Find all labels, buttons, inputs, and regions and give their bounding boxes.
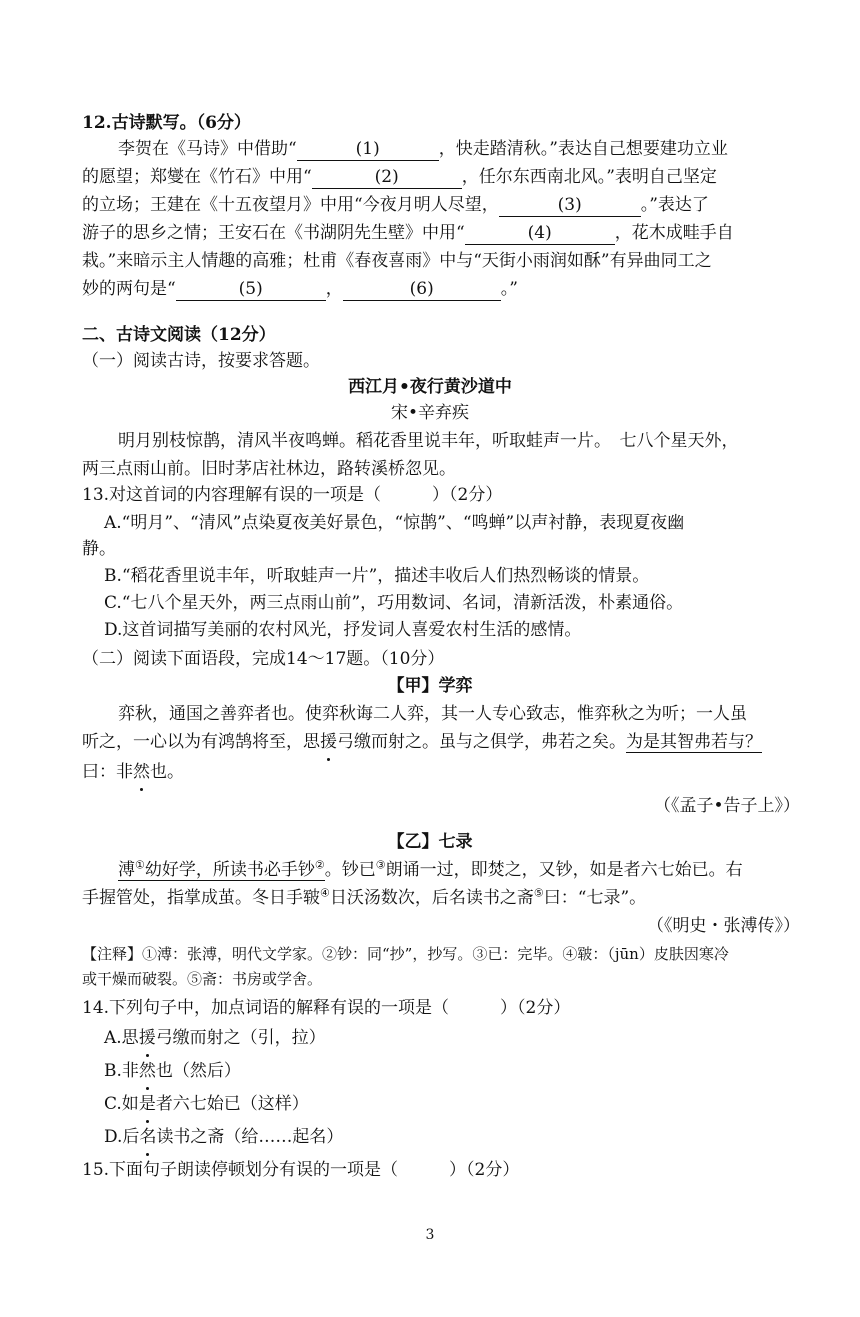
question-12-line-1: [118, 136, 728, 162]
text: 弓缴而射之（引，拉）: [155, 1028, 326, 1048]
footnote-mark: ⑤: [533, 886, 544, 900]
option-14-a[interactable]: [104, 1025, 326, 1051]
dotted-word: 然: [133, 759, 150, 785]
text: 也（然后）: [155, 1061, 241, 1081]
poem-line-1: 明月别枝惊鹊，清风半夜鸣蝉。稻花香里说丰年，听取蛙声一片。 七八个星天外，: [118, 431, 739, 451]
text-jia-title: 【甲】学弈: [387, 676, 473, 696]
text: 读书之斋（给……起名）: [156, 1127, 344, 1147]
text-jia-line-2: [82, 729, 762, 755]
blank-4[interactable]: (4): [465, 222, 615, 245]
option-13-b[interactable]: B.“稻花香里说丰年，听取蛙声一片”，描述丰收后人们热烈畅谈的情景。: [104, 566, 650, 586]
question-14-stem: 14.下列句子中，加点词语的解释有误的一项是（ ）（2分）: [82, 998, 571, 1018]
option-13-a-cont: 静。: [82, 539, 116, 559]
footnote-mark: ①: [135, 858, 145, 872]
text: D.后: [104, 1127, 140, 1147]
footnote-mark: ④: [320, 886, 330, 900]
text: 听之，一心以为有鸿鹄将至，思: [82, 732, 320, 752]
poem-title: 西江月•夜行黄沙道中: [348, 377, 512, 397]
text: 李贺在《马诗》中借助“: [118, 139, 297, 159]
text: ，快走踏清秋。”表达自己想要建功立业: [438, 139, 728, 159]
text-yi-line-1: [118, 857, 743, 883]
blank-2[interactable]: (2): [312, 166, 462, 189]
option-13-a[interactable]: A.“明月”、“清风”点染夏夜美好景色，“惊鹊”、“鸣蝉”以声衬静，表现夏夜幽: [104, 513, 685, 533]
underlined-sentence: 为是其智弗若与？: [626, 732, 762, 752]
question-15-stem: 15.下面句子朗读停顿划分有误的一项是（ ）（2分）: [82, 1160, 520, 1180]
text: 者六七始已（这样）: [155, 1094, 309, 1114]
question-12-line-5: 栽。”来暗示主人情趣的高雅；杜甫《春夜喜雨》中与“天街小雨润如酥”有异曲同工之: [82, 251, 712, 271]
question-12-line-6: [82, 276, 518, 302]
text: 朗诵一过，即焚之，又钞，如是者六七始已。右: [385, 860, 743, 880]
text: 。”: [500, 279, 518, 299]
poem-line-2: 两三点雨山前。旧时茅店社林边，路转溪桥忽见。: [82, 459, 456, 479]
text: 日沃汤数次，后名读书之斋: [329, 888, 534, 908]
text: A.思: [104, 1028, 139, 1048]
text: ，: [325, 279, 343, 299]
section-2-part-1-heading: （一）阅读古诗，按要求答题。: [82, 351, 320, 371]
dotted-word: 援: [139, 1025, 156, 1051]
question-13-stem: 13.对这首词的内容理解有误的一项是（ ）（2分）: [82, 485, 503, 505]
option-14-b[interactable]: [104, 1058, 241, 1084]
footnote-mark: ②: [314, 858, 325, 872]
footnote-mark: ③: [375, 858, 386, 872]
dotted-word: 援: [320, 729, 337, 755]
text-jia-line-1: 弈秋，通国之善弈者也。使弈秋诲二人弈，其一人专心致志，惟弈秋之为听；一人虽: [118, 704, 747, 724]
text: 曰：非: [82, 762, 133, 782]
text: 的立场；王建在《十五夜望月》中用“今夜月明人尽望，: [82, 195, 499, 215]
poem-author: 宋•辛弃疾: [390, 403, 470, 423]
question-12-line-3: [82, 192, 709, 218]
text-jia-source: （《孟子•告子上》）: [653, 796, 800, 816]
text: 。钞已: [324, 860, 376, 880]
underlined-sentence: [118, 860, 325, 881]
dotted-word: 然: [139, 1058, 156, 1084]
text: 也。: [150, 762, 184, 782]
text: 弓缴而射之。虽与之俱学，弗若之矣。: [337, 732, 626, 752]
text: B.非: [104, 1061, 139, 1081]
section-2-heading: 二、古诗文阅读（12分）: [82, 325, 276, 345]
option-14-d[interactable]: [104, 1124, 343, 1150]
text: ，任尔东西南北风。”表明自己坚定: [461, 167, 717, 187]
text: 。”表达了: [640, 195, 709, 215]
option-14-c[interactable]: [104, 1091, 309, 1117]
text: 溥: [118, 860, 135, 880]
text-yi-line-2: [82, 885, 646, 911]
blank-6[interactable]: (6): [343, 278, 501, 301]
dotted-word: 名: [139, 1124, 156, 1150]
annotation-line-2: 或干燥而破裂。⑤斋：书房或学舍。: [82, 970, 323, 988]
text: 曰：“七录”。: [543, 888, 647, 908]
question-12-heading: 12.古诗默写。（6分）: [82, 113, 251, 133]
text-yi-title: 【乙】七录: [387, 832, 473, 852]
text: 的愿望；郑燮在《竹石》中用“: [82, 167, 312, 187]
question-12-line-2: [82, 164, 717, 190]
text-yi-source: （《明史・张溥传》）: [647, 916, 800, 936]
section-2-part-2-heading: （二）阅读下面语段，完成14～17题。（10分）: [82, 649, 445, 669]
page-number: 3: [425, 1227, 435, 1243]
text: C.如: [104, 1094, 139, 1114]
option-13-c[interactable]: C.“七八个星天外，两三点雨山前”，巧用数词、名词，清新活泼，朴素通俗。: [104, 593, 684, 613]
text: 手握管处，指掌成茧。冬日手皲: [82, 888, 320, 908]
text-jia-line-3: [82, 759, 184, 785]
question-12-line-4: [82, 220, 734, 246]
blank-5[interactable]: (5): [176, 278, 326, 301]
annotation-line-1: 【注释】①溥：张溥，明代文学家。②钞：同“抄”，抄写。③已：完毕。④皲：（jūn）皮肤因寒冷: [82, 945, 729, 963]
option-13-d[interactable]: D.这首词描写美丽的农村风光，抒发词人喜爱农村生活的感情。: [104, 620, 582, 640]
text: ，花木成畦手自: [614, 223, 734, 243]
text: 幼好学，所读书必手钞: [144, 860, 315, 880]
blank-3[interactable]: (3): [499, 194, 641, 217]
text: 妙的两句是“: [82, 279, 176, 299]
dotted-word: 是: [139, 1091, 156, 1117]
text: 游子的思乡之情；王安石在《书湖阴先生壁》中用“: [82, 223, 465, 243]
blank-1[interactable]: (1): [297, 138, 439, 161]
